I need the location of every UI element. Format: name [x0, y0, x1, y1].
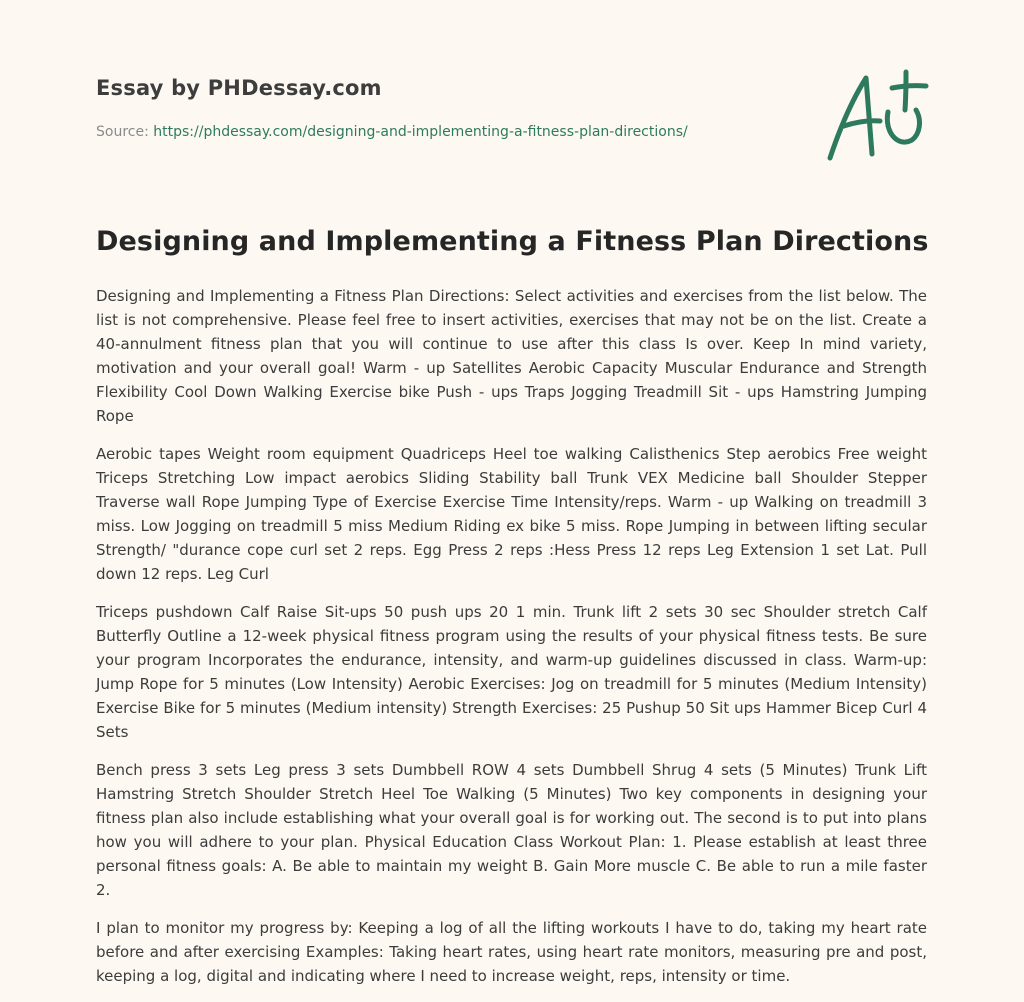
essay-paragraph: Aerobic tapes Weight room equipment Quadriceps Heel toe walking Calisthenics Step aerobics Free weight Triceps Stretching Low impact aerobics Sliding Stability ball Trunk VEX Medicine ball Shoulder Stepper Traverse wall Rope Jumping Type of Exercise Exercise Time Intensity/reps. Warm - up Walking on treadmill 3 miss. Low Jogging on treadmill 5 miss Medium Riding ex bike 5 miss. Rope Jumping in between lifting secular Strength/ "durance cope curl set 2 reps. Egg Press 2 reps :Hess Press 12 reps Leg Extension 1 set Lat. Pull down 12 reps. Leg Curl [96, 445, 927, 583]
essay-paragraph: Triceps pushdown Calf Raise Sit-ups 50 push ups 20 1 min. Trunk lift 2 sets 30 sec Shoulder stretch Calf Butterfly Outline a 12-week physical fitness program using the results of your physical fitness tests. Be sure your program Incorporates the endurance, intensity, and warm-up guidelines discussed in class. Warm-up: Jump Rope for 5 minutes (Low Intensity) Aerobic Exercises: Jog on treadmill for 5 minutes (Medium Intensity) Exercise Bike for 5 minutes (Medium intensity) Strength Exercises: 25 Pushup 50 Sit ups Hammer Bicep Curl 4 Sets [96, 603, 927, 741]
essay-title: Designing and Implementing a Fitness Plan Directions [96, 226, 929, 257]
source-line [96, 124, 796, 140]
essay-body [96, 284, 927, 1002]
site-brand: Essay by PHDessay.com [96, 76, 382, 100]
essay-paragraph: Bench press 3 sets Leg press 3 sets Dumbbell ROW 4 sets Dumbbell Shrug 4 sets (5 Minutes) Trunk Lift Hamstring Stretch Shoulder Stretch Heel Toe Walking (5 Minutes) Two key components in designing your fitness plan also include establishing what your overall goal is for working out. The second is to put into plans how you will adhere to your plan. Physical Education Class Workout Plan: 1. Please establish at least three personal fitness goals: A. Be able to maintain my weight B. Gain More muscle C. Be able to run a mile faster 2. [96, 761, 927, 899]
essay-paragraph: Designing and Implementing a Fitness Plan Directions: Select activities and exercises from the list below. The list is not comprehensive. Please feel free to insert activities, exercises that may not be on the list. Create a 40-annulment fitness plan that you will continue to use after this class Is over. Keep In mind variety, motivation and your overall goal! Warm - up Satellites Aerobic Capacity Muscular Endurance and Strength Flexibility Cool Down Walking Exercise bike Push - ups Traps Jogging Treadmill Sit - ups Hamstring Jumping Rope [96, 287, 927, 425]
essay-paragraph: I plan to monitor my progress by: Keeping a log of all the lifting workouts I have to do, taking my heart rate before and after exercising Examples: Taking heart rates, using heart rate monitors, measuring pre and post, keeping a log, digital and indicating where I need to increase weight, reps, intensity or time. [96, 919, 927, 985]
source-link[interactable]: https://phdessay.com/designing-and-implementing-a-fitness-plan-directions/ [153, 124, 688, 140]
page-header [96, 76, 796, 140]
a-plus-grade-icon [822, 66, 934, 166]
source-label: Source: [96, 124, 154, 140]
